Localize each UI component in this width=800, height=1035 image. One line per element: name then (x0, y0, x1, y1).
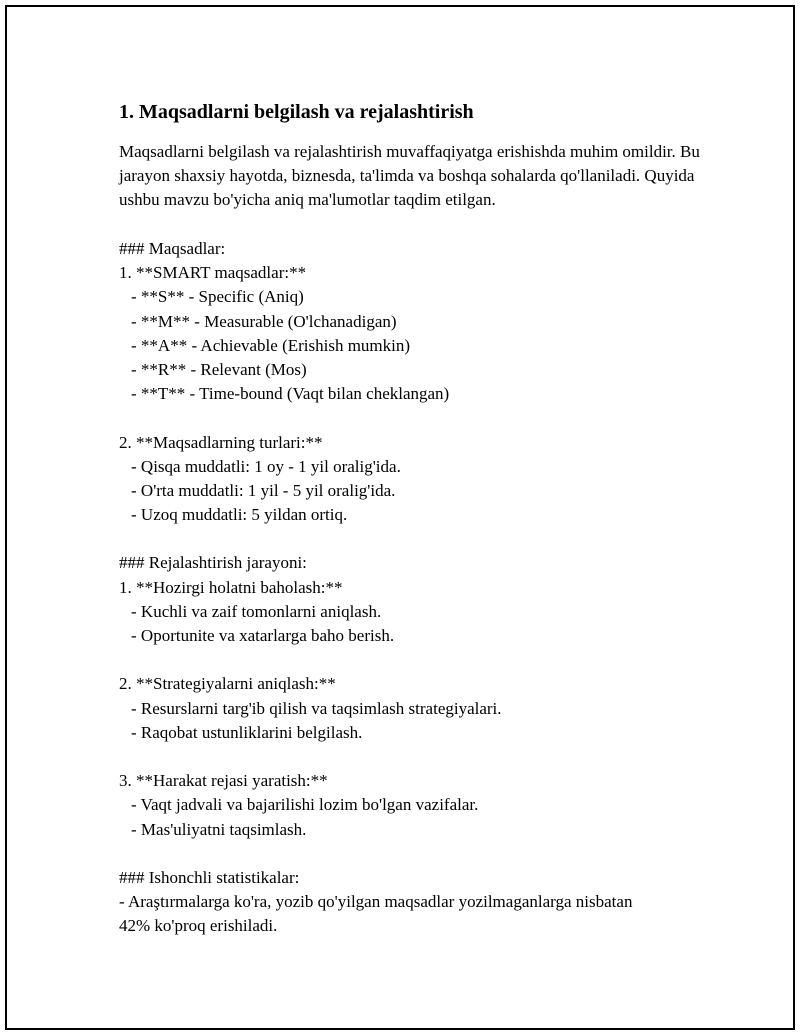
sub-list-item: - Raqobat ustunliklarini belgilash. (131, 722, 363, 742)
sub-list-item: - **R** - Relevant (Mos) (131, 359, 307, 379)
sub-list-item: - **M** - Measurable (O'lchanadigan) (131, 311, 397, 331)
list-item: 2. **Maqsadlarning turlari:** (119, 432, 323, 452)
sub-list-item: - Qisqa muddatli: 1 oy - 1 yil oralig'ida. (131, 456, 401, 476)
blank-line (119, 406, 759, 430)
blank-line (119, 842, 759, 866)
intro-paragraph: Maqsadlarni belgilash va rejalashtirish muvaffaqiyatga erishishda muhim omildir. Bu jarayon shaxsiy hayotda, biznesda, ta'limda va boshqa sohalarda qo'llaniladi. Quyida ushbu mavzu bo'yicha aniq ma'lumotlar taqdim etilgan. (119, 142, 700, 209)
list-item: - Araştırmalarga ko'ra, yozib qo'yilgan maqsadlar yozilmaganlarga nisbatan (119, 892, 633, 912)
list-item: 3. **Harakat rejasi yaratish:** (119, 771, 328, 791)
section-heading: ### Rejalashtirish jarayoni: (119, 553, 307, 573)
document-page (5, 5, 795, 1030)
sub-list-item: - Vaqt jadvali va bajarilishi lozim bo'lgan vazifalar. (131, 795, 479, 815)
section-heading: ### Maqsadlar: (119, 239, 226, 258)
list-item: 1. **Hozirgi holatni baholash:** (119, 577, 343, 597)
sub-list-item: - **T** - Time-bound (Vaqt bilan cheklangan) (131, 384, 450, 404)
list-item: 1. **SMART maqsadlar:** (119, 263, 307, 283)
sub-list-item: - Mas'uliyatni taqsimlash. (131, 819, 307, 839)
sub-list-item: - Uzoq muddatli: 5 yildan ortiq. (131, 505, 348, 525)
sub-list-item: - Oportunite va xatarlarga baho berish. (131, 626, 395, 645)
blank-line (119, 648, 759, 672)
sub-list-item: - **S** - Specific (Aniq) (131, 287, 304, 307)
list-item-continuation: 42% ko'proq erishiladi. (119, 916, 278, 936)
list-item: 2. **Strategiyalarni aniqlash:** (119, 674, 336, 694)
section-heading: ### Ishonchli statistikalar: (119, 867, 300, 887)
sub-list-item: - Kuchli va zaif tomonlarni aniqlash. (131, 601, 382, 621)
document-heading: 1. Maqsadlarni belgilash va rejalashtirish (119, 101, 474, 123)
blank-line (119, 745, 759, 769)
blank-line (119, 527, 759, 551)
sub-list-item: - Resurslarni targ'ib qilish va taqsimlash strategiyalari. (131, 698, 502, 718)
sub-list-item: - O'rta muddatli: 1 yil - 5 yil oralig'ida. (131, 480, 396, 500)
sub-list-item: - **A** - Achievable (Erishish mumkin) (131, 335, 411, 355)
document-body (119, 237, 759, 938)
